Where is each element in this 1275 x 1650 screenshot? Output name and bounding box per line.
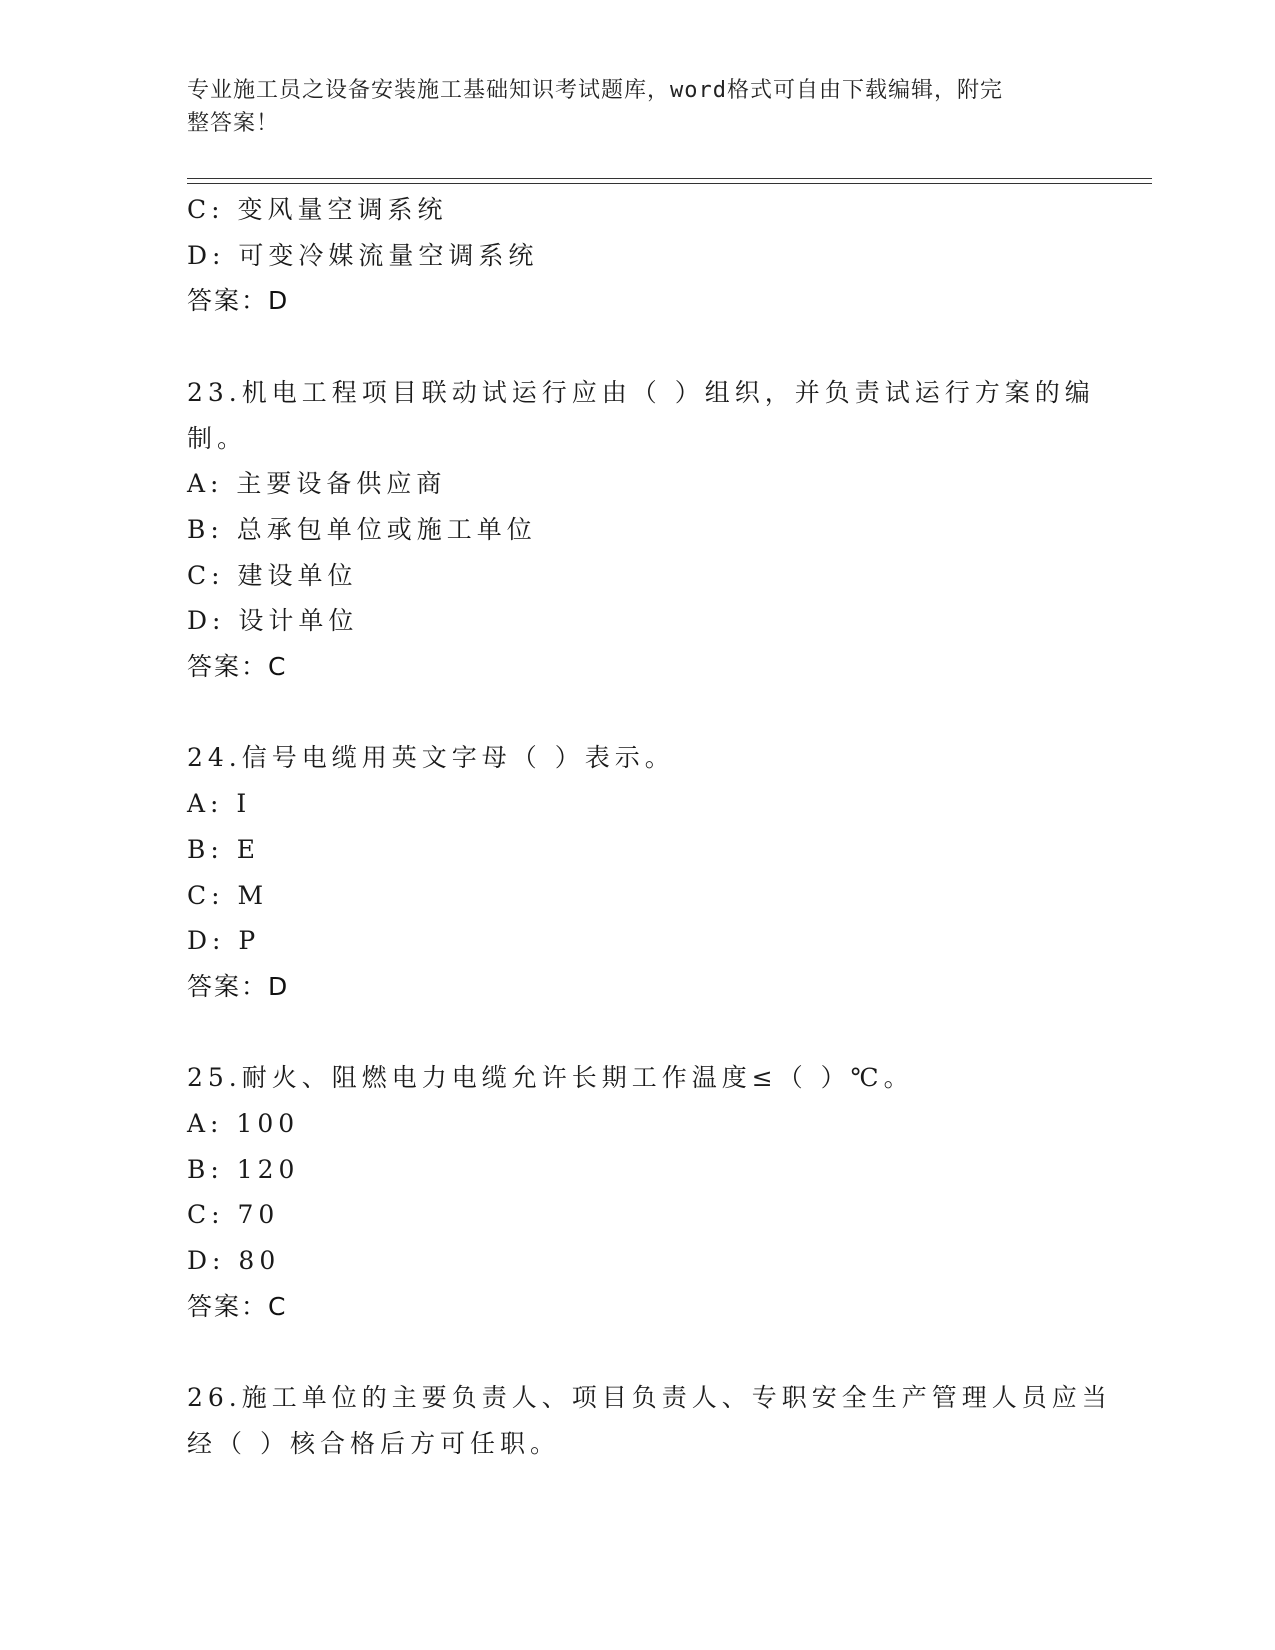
- text-line: B: E: [187, 834, 260, 864]
- text-line: D: 设计单位: [187, 606, 359, 636]
- text-line: 24.信号电缆用英文字母（ ）表示。: [187, 743, 675, 773]
- question-body: [187, 187, 1112, 1467]
- text-line: B: 总承包单位或施工单位: [187, 514, 537, 544]
- text-line: C: 变风量空调系统: [187, 195, 448, 224]
- text-line: D: 可变冷媒流量空调系统: [187, 240, 539, 270]
- text-line: C: 70: [187, 1200, 280, 1230]
- text-line: D: 80: [187, 1246, 281, 1276]
- text-line: A: 主要设备供应商: [187, 469, 447, 499]
- paragraph-gap: [187, 1010, 1087, 1056]
- text-line: A: I: [187, 789, 252, 819]
- text-line: 23.机电工程项目联动试运行应由（ ）组织，并负责试运行方案的编: [187, 377, 1095, 407]
- text-line: 25.耐火、阻燃电力电缆允许长期工作温度≤（ ）℃。: [187, 1063, 914, 1093]
- text-line: D: P: [187, 926, 261, 956]
- paragraph-gap: [187, 690, 1087, 736]
- text-line: 制。: [187, 423, 248, 453]
- header-divider-top: [187, 178, 1152, 179]
- text-line: 26.施工单位的主要负责人、项目负责人、专职安全生产管理人员应当: [187, 1383, 1112, 1413]
- header-line-1: 专业施工员之设备安装施工基础知识考试题库，word格式可自由下载编辑，附完: [187, 78, 1003, 103]
- text-line: B: 120: [187, 1154, 300, 1184]
- answer-line: 答案：D: [187, 286, 290, 316]
- text-line: A: 100: [187, 1109, 300, 1139]
- header-divider-bottom: [187, 183, 1152, 184]
- text-line: C: M: [187, 880, 269, 910]
- paragraph-gap: [187, 324, 1087, 370]
- answer-line: 答案：C: [187, 1291, 288, 1321]
- answer-line: 答案：D: [187, 971, 290, 1001]
- document-header: [187, 74, 1067, 140]
- header-line-2: 整答案！: [187, 111, 280, 136]
- text-line: 经（ ）核合格后方可任职。: [187, 1428, 560, 1458]
- answer-line: 答案：C: [187, 652, 288, 682]
- text-line: C: 建设单位: [187, 560, 358, 590]
- paragraph-gap: [187, 1330, 1087, 1376]
